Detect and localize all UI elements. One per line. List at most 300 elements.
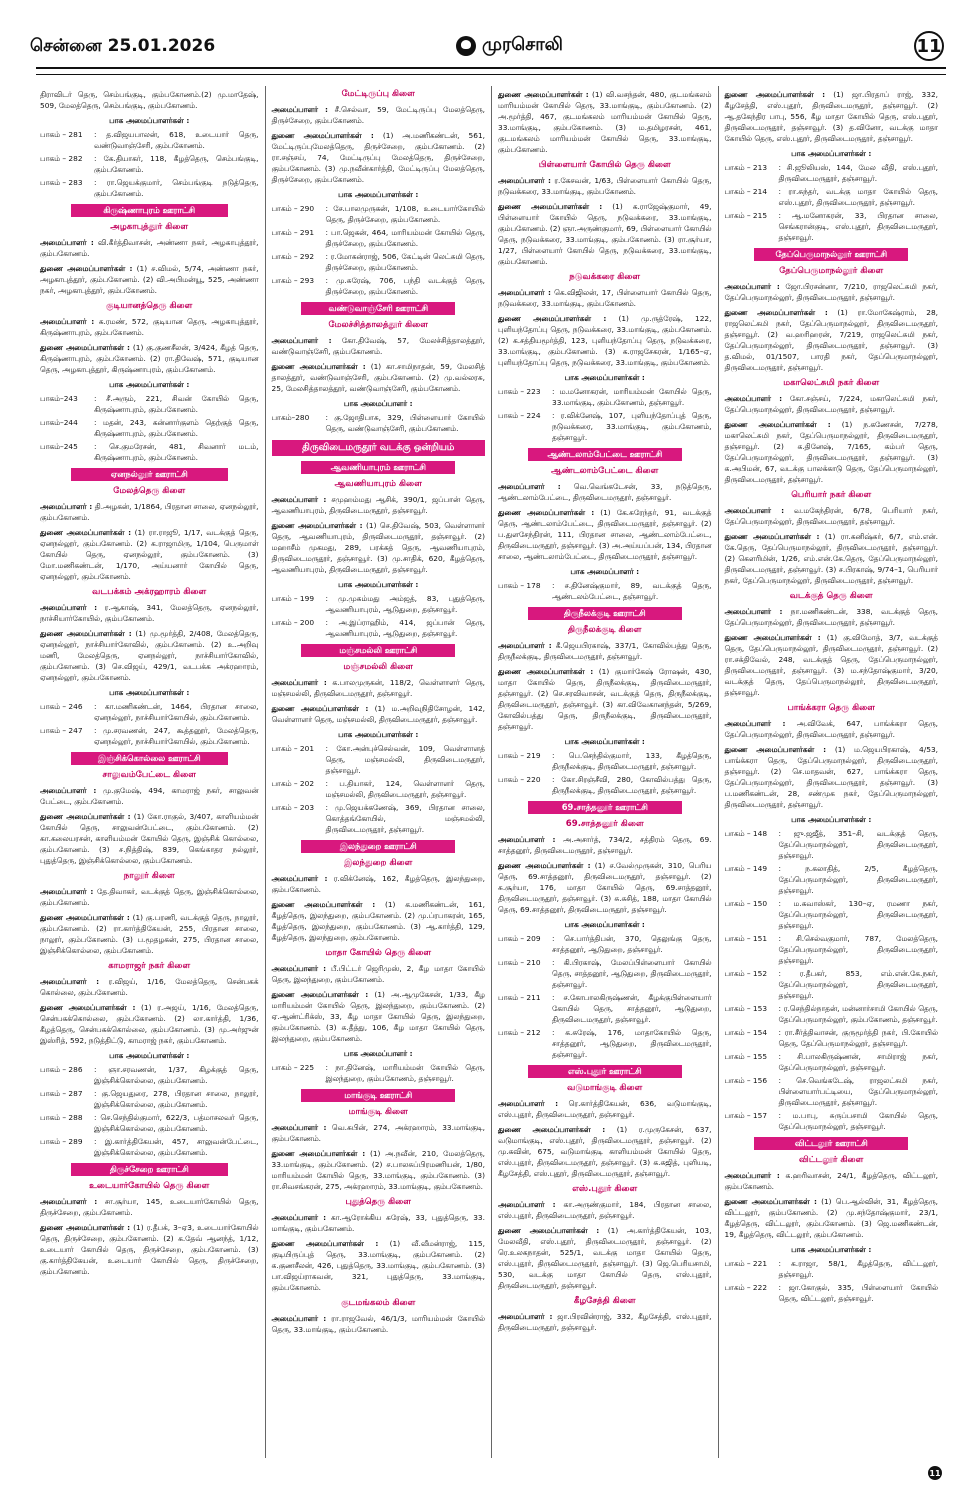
union-banner: திருவிடைமருதூர் வடக்கு ஒன்றியம் [272, 440, 486, 456]
booth-entry [725, 1003, 939, 1025]
booth-number: பாகம் – 224 [498, 411, 541, 420]
member-details: (1) குமார்கேஷ் ரோஷன், 430, மாதா கோயில் தெரு, திருநீலக்குடி, திருவிடைமருதூர், தஞ்சாவூர். (2) செ.சரவிவாசன், வடக்குத் தெரு, திருநீலக்குடி, திருவிடைமருதூர், தஞ்சாவூர். (3) கா.விவேகானந்தன், 5/269, கோவில்பத்து தெரு, திருநீலக்குடி, திருவிடைமருதூர், தஞ்சாவூர். [498, 667, 712, 731]
role-label: துணை அமைப்பாளர்கள் : [271, 362, 366, 371]
member-entry [40, 342, 259, 375]
issue-date: சென்னை 25.01.2026 [30, 36, 216, 56]
booth-organiser: : ஜு.ஜஜீத், 351–சி, வடக்குத் தெரு, தேப்பெருமாநல்லூர், திருவிடைமருதூர், தஞ்சாவூர். [778, 829, 938, 860]
member-entry [725, 718, 939, 740]
booth-entry [272, 617, 486, 639]
panchayat-heading: வண்டுவாஞ்சேரி ஊராட்சி [301, 302, 455, 315]
booth-number: பாகம் – 156 [724, 1076, 768, 1085]
branch-heading: விட்டலூர் கிளை [799, 1155, 864, 1165]
member-entry [272, 494, 486, 516]
booth-number: பாகம் – 282 [40, 154, 83, 163]
member-details: (1) மு.ருத்ரேஷ், 122, புளியந்தோப்பு தெரு, நடுவக்கரை, 33.மாங்குடி, கும்பகோணம். (2) க.சத்தியமூர்த்தி, 123, புளியந்தோப்பு தெரு, நடுவக்கரை, 33.மாங்குடி, கும்பகோணம். (3) க.ராஜசேகரன், 1/165–ஏ, புளியந்தோப்பு தெரு, நடுவக்கரை, 33.மாங்குடி, கும்பகோணம். [498, 314, 712, 367]
newspaper-logo-icon [456, 36, 476, 56]
member-details: வ.மகேந்திரன், 6/78, பெரியார் நகர், தேப்பெருமாநல்லூர், திருவிடைமருதூர், தஞ்சாவூர். [724, 506, 938, 526]
booth-entry [40, 441, 259, 463]
booth-entry [272, 743, 486, 776]
role-label: அமைப்பாளர் : [724, 607, 783, 616]
branch-heading: பெரியார் நகர் கிளை [791, 490, 872, 500]
member-entry [40, 1002, 259, 1046]
booth-organiser: : நா.தினேஷ், மாரியம்மன் கோயில் தெரு, இலந்துறை, கும்பகோணம், தஞ்சாவூர். [325, 1063, 485, 1083]
member-entry [272, 703, 486, 725]
booth-section-heading: பாக அமைப்பாளர்கள் : [564, 737, 645, 746]
role-label: அமைப்பாளர் : [724, 506, 785, 515]
role-label: துணை அமைப்பாளர்கள் : [40, 913, 130, 922]
member-details: (1) ரா.ராஜூ, 1/17, வடக்குத் தெரு, ஏனநல்லூர், கும்பகோணம். (2) க.ராஜாமிரு, 1/104, பெருமாள் கோயில் தெரு, ஏனநல்லூர், கும்பகோணம். (3) மோ.மணிகண்டன், 1/170, அய்யனார் கோயில் தெரு, ஏனநல்லூர், கும்பகோணம். [40, 528, 259, 581]
booth-organiser: : பெ.செந்தில்குமார், 133, கீழத்தெரு, திருநீலக்குடி, திருவிடைமருதூர், தஞ்சாவூர். [552, 751, 712, 771]
booth-organiser: : ரா.சீர்த்திவாசன், குருமூர்த்தி நகர், பி.கோயில் தெரு, தேப்பெருமாநல்லூர், தஞ்சாவூர். [778, 1028, 938, 1048]
role-label: துணை அமைப்பாளர்கள் : [498, 861, 591, 870]
booth-number: பாகம் – 293 [271, 276, 315, 285]
member-details: கோ.திவேஷ், 57, மேலச்சித்தாலத்தூர், வண்டுவாஞ்சேரி, கும்பகோணம். [271, 336, 485, 356]
masthead-rule [36, 67, 946, 69]
booth-organiser: : மு.ஜெயக்கணேஷ், 369, பிரதான சாலை, கொத்தங்கோயில், மஞ்சமல்லி, திருவிடைமருதூர், தஞ்சாவூர். [325, 803, 485, 834]
member-details: (1) க.மணிகண்டன், 161, கீழத்தெரு, இலந்துறை, கும்பகோணம். (2) மு.ப்ரபாகரன், 165, கீழத்தெரு, இலந்துறை, கும்பகோணம். (3) ஆ.கார்த்தி, 129, கீழத்தெரு, இலந்துறை, கும்பகோணம். [271, 900, 485, 942]
booth-section-heading: பாக அமைப்பாளர்கள் : [564, 373, 645, 382]
role-label: துணை அமைப்பாளர்கள் : [40, 812, 131, 821]
panchayat-heading: எஸ்.புதூர் ஊராட்சி [528, 1065, 682, 1078]
booth-organiser: : த.விஜயபாலன், 618, உடையார் தெரு, வண்டுவாஞ்சேரி, கும்பகோணம். [94, 130, 259, 150]
booth-entry [498, 933, 712, 955]
booth-organiser: : கா.மணிகண்டன், 1464, பிரதான சாலை, ஏனநல்லூர், நாச்சியார்கோயில், கும்பகோணம். [94, 702, 259, 722]
footer-page-number: 11 [928, 1466, 942, 1480]
member-details: (1) கே.சுரேந்தர், 91, வடக்குத் தெரு, ஆண்டலாம்பேட்டை, திருவிடைமருதூர், தஞ்சாவூர். (2) ப.துளசேந்திரன், 111, பிரதான சாலை, ஆண்டலாம்பேட்டை, திருவிடைமருதூர், தஞ்சாவூர். (3) அ.அய்யப்பன், 134, பிரதான சாலை, ஆண்டலாம்பேட்டை, திருவிடைமருதூர், தஞ்சாவூர். [498, 508, 712, 561]
member-details: வெ.வெங்கடேசன், 33, நடுத்தெரு, ஆண்டலாம்பேட்டை, திருவிடைமருதூர், தஞ்சாவூர். [498, 482, 712, 502]
member-details: ஜா.பிரவின்ராஜ், 332, கீழசேத்தி, எஸ்.புதூர், திருவிடைமருதூர், தஞ்சாவூர். [498, 1312, 712, 1332]
column-2 [265, 86, 492, 1458]
column-4 [718, 86, 945, 1458]
member-entry [498, 201, 712, 267]
booth-entry [272, 1062, 486, 1084]
booth-entry [725, 1027, 939, 1049]
role-label: அமைப்பாளர் : [271, 1314, 327, 1323]
booth-entry [725, 933, 939, 966]
booth-number: பாகம் – 225 [271, 1063, 315, 1072]
booth-organiser: : சி.பாலகிருஷ்ணன், சாமிராஜ் நகர், தேப்பெருமாநல்லூர், தஞ்சாவூர். [778, 1052, 938, 1072]
role-label: துணை அமைப்பாளர்கள் : [40, 1003, 136, 1012]
member-entry [498, 175, 712, 197]
member-details: (1) ச.விமல், 5/74, அண்ணா நகர், அழகாபுத்தூர், கும்பகோணம். (2) வி.அபிமன்யூ, 525, அண்ணா நகர், அழகாபுத்தூர், கும்பகோணம். [40, 264, 259, 295]
role-label: துணை அமைப்பாளர்கள் : [498, 314, 607, 323]
booth-number: பாகம் – 220 [498, 775, 541, 784]
member-entry [498, 1311, 712, 1333]
member-details: (1) கா.சாமிநாதன், 59, மேலசித் தாலத்தூர், வண்டுவாஞ்சேரி, கும்பகோணம். (2) மு.வல்லரசு, 25, மேலசித்தாலத்தூர், வண்டுவாஞ்சேரி, கும்பகோணம். [271, 362, 485, 393]
booth-organiser: : கே.தியாகர், 118, கீழத்தெரு, செம்பங்குடி, கும்பகோணம். [94, 154, 259, 174]
booth-entry [272, 778, 486, 800]
booth-number: பாகம் – 247 [40, 726, 83, 735]
role-label: துணை அமைப்பாளர்கள் : [271, 1239, 379, 1248]
role-label: துணை அமைப்பாளர்கள் : [271, 131, 374, 140]
member-details: (1) மு.மூர்த்தி, 2/408, மேலத்தெரு, ஏனநல்லூர், நாச்சியார்கோவில், கும்பகோணம். (2) உ.அறிவு மணி, மேலத்தெரு, ஏனநல்லூர், நாச்சியார்கோவில், கும்பகோணம். (3) செ.விஜய், 429/1, வடபக்க அக்ரஹாரம், ஏனநல்லூர், கும்பகோணம். [40, 629, 259, 682]
role-label: துணை அமைப்பாளர்கள் : [40, 343, 130, 352]
member-details: (1) கு.விமோத், 3/7, வடக்குத் தெரு, தேப்பெருமாநல்லூர், திருவிடைமருதூர், தஞ்சாவூர். (2) ரா.சக்திவேல், 248, வடக்குத் தெரு, தேப்பெருமாநல்லூர், திருவிடைமருதூர், தஞ்சாவூர். (3) ம.சந்தோஷ்குமார், 3/20, வடக்குத் தெரு, தேப்பெருமாநல்லூர், திருவிடைமருதூர், தஞ்சாவூர். [724, 633, 938, 697]
booth-number: பாகம் – 199 [271, 594, 315, 603]
member-details: (1) கு.குணசீலன், 3/424, கீழத் தெரு, கிருஷ்ணாபுரம், கும்பகோணம். (2) ரா.திவேஷ், 571, குடியான தெரு, அழகாபுத்தூர், கிருஷ்ணாபுரம், கும்பகோணம். [40, 343, 259, 374]
role-label: துணை அமைப்பாளர்கள் : [498, 90, 589, 99]
booth-organiser: : ர.மோகன்ராஜ், 506, கேட்டின் லெட்சுமி தெரு, திருச்சேறை, கும்பகோணம். [325, 252, 485, 272]
member-entry [498, 1098, 712, 1120]
booth-organiser: : ந.கலாதித், 2/5, கீழத்தெரு, தேப்பெருமாநல்லூர், திருவிடைமருதூர், தஞ்சாவூர். [778, 864, 938, 895]
member-details: பீ.பிட்டர் ஜெரிமுஸ், 2, கீழ மாதா கோயில் தெரு, இலந்துறை, கும்பகோணம். [271, 964, 485, 984]
booth-organiser: : செ.வெங்கடேஷ், ராஜலட்சுமி நகர், பிள்ளையார்பட்டியை, தேப்பெருமாநல்லூர், திருவிடைமருதூர், தஞ்சாவூர். [778, 1076, 938, 1107]
booth-section-heading: பாக அமைப்பாளர்கள் : [109, 380, 190, 389]
booth-entry [725, 1110, 939, 1132]
role-label: அமைப்பாளர் : [498, 835, 556, 844]
member-details: (1) ம.அறிவுநிதிசோழன், 142, வெள்ளாளர் தெரு, மஞ்சமல்லி, திருவிடைமருதூர், தஞ்சாவூர். [271, 704, 485, 724]
role-label: அமைப்பாளர் : [271, 336, 332, 345]
member-entry [725, 419, 939, 485]
booth-number: பாகம் – 157 [724, 1111, 768, 1120]
role-label: அமைப்பாளர் : [40, 887, 94, 896]
member-entry [40, 263, 259, 296]
branch-heading: அழகாபுத்தூர் கிளை [110, 222, 189, 232]
branch-heading: இலந்துறை கிளை [344, 858, 413, 868]
booth-organiser: : பா.ஜெகன், 464, மாரியம்மன் கோயில் தெரு, திருச்சேறை, கும்பகோணம். [325, 228, 485, 248]
role-label: துணை அமைப்பாளர்கள் : [271, 1149, 366, 1158]
member-entry [272, 130, 486, 185]
branch-heading: நடுவக்கரை கிளை [569, 272, 641, 282]
booth-entry [272, 251, 486, 273]
member-entry [498, 1124, 712, 1179]
booth-entry [40, 1088, 259, 1110]
booth-organiser: : மு.சுரேஷ், 706, பந்தி வடக்குத் தெரு, திருச்சேறை, கும்பகோணம். [325, 276, 485, 296]
member-entry [725, 531, 939, 586]
branch-heading: எஸ்.புதூர் கிளை [572, 1184, 638, 1194]
member-details: ரா.ராஜவேல், 46/1/3, மாரியம்மன் கோயில் தெரு, 33.மாங்குடி, கும்பகோணம். [271, 1314, 485, 1334]
booth-organiser: : க.ராஜா, 58/1, கீழத்தெரு, விட்டலூர், தஞ்சாவூர். [778, 1259, 938, 1279]
panchayat-heading: ஏனநல்லூர் ஊராட்சி [71, 468, 228, 481]
booth-number: பாகம் – 214 [724, 187, 768, 196]
member-details: ர.விஜய், 1/16, மேலத்தெரு, சென்பகக் கொல்லை, கும்பகோணம். [40, 977, 259, 997]
role-label: துணை அமைப்பாளர்கள் : [40, 629, 132, 638]
column-1 [38, 86, 265, 1458]
branch-heading: மாங்குடி கிளை [348, 1107, 408, 1117]
branch-heading: மஞ்சமல்லி கிளை [343, 662, 414, 672]
booth-entry [498, 992, 712, 1025]
booth-organiser: : கு.ஜெயதுரை, 278, பிரதான சாலை, நாலூர், இஞ்சிக்கொல்லை, கும்பகோணம். [94, 1089, 259, 1109]
member-entry [272, 873, 486, 895]
member-entry [40, 501, 259, 523]
member-details: (1) அ.நவீன், 210, மேலத்தெரு, 33.மாங்குடி, கும்பகோணம். (2) ச.பாலசுப்பிரமணியன், 1/80, மாரியம்மன் கோயில் தெரு, 33.மாங்குடி, கும்பகோணம். (3) ரா.சிவசங்கரன், 275, அக்ரஹாரம், 33.மாங்குடி, கும்பகோணம். [271, 1149, 486, 1191]
role-label: துணை அமைப்பாளர்கள் : [498, 1125, 606, 1134]
booth-number: பாகம் – 286 [40, 1065, 83, 1074]
member-entry [40, 602, 259, 624]
member-details: (1) அ.கார்த்திகேயன், 103, மேலவீதி, எஸ்.புதூர், திருவிடைமருதூர், தஞ்சாவூர். (2) ரெ.உலகநாதன், 525/1, வடக்கு மாதா கோயில் தெரு, எஸ்.புதூர், திருவிடைமருதூர், தஞ்சாவூர். (3) ஜெ.பெரியசாமி, 530, வடக்கு மாதா கோயில் தெரு, எஸ்.புதூர், திருவிடைமருதூர், தஞ்சாவூர். [498, 1226, 712, 1290]
branch-heading: ஆண்டலாம்பேட்டை கிளை [551, 466, 659, 476]
role-label: அமைப்பாளர் : [40, 317, 95, 326]
branch-heading: ஆவணியாபுரம் கிளை [334, 479, 422, 489]
member-entry [498, 834, 712, 856]
booth-section-heading: பாக அமைப்பாளர் : [570, 567, 640, 576]
role-label: துணை அமைப்பாளர்கள் : [40, 264, 133, 273]
booth-organiser: : ம.பாபு, சுருப்பசாமி கோயில் தெரு, தேப்பெருமாநல்லூர், தஞ்சாவூர். [778, 1111, 938, 1131]
member-entry [272, 1313, 486, 1335]
role-label: அமைப்பாளர் : [40, 1197, 98, 1206]
branch-heading: மேட்டிருப்பு கிளை [341, 89, 415, 99]
member-details: (1) அ.ஆமுகேசன், 1/33, கீழ மாரியம்மன் கோயில் தெரு, இலந்துறை, கும்பகோணம். (2) ஏ.ஆண்ட்ரிக்ஸ், 33, கீழ மாதா கோயில் தெரு, இலந்துறை, கும்பகோணம். (3) சு.தீத்து, 106, கீழ மாதா கோயில் தெரு, இலந்துறை, கும்பகோணம். [271, 990, 485, 1043]
booth-section-heading: பாக அமைப்பாளர்கள் : [109, 1051, 190, 1060]
booth-entry [725, 863, 939, 896]
member-details: கோ.சஞ்சய், 7/224, மகாலெட்சுமி நகர், தேப்பெருமாநல்லூர், திருவிடைமருதூர், தஞ்சாவூர். [724, 394, 939, 414]
booth-section-heading: பாக அமைப்பாளர்கள் : [791, 149, 872, 158]
member-details: ர.விக்னேஷ், 162, கீழத்தெரு, இலந்துறை, கும்பகோணம். [271, 874, 485, 894]
booth-number: பாகம் – 149 [724, 864, 768, 873]
booth-entry [725, 968, 939, 1001]
role-label: அமைப்பாளர் : [724, 719, 786, 728]
role-label: அமைப்பாளர் : [498, 1312, 553, 1321]
booth-entry [725, 898, 939, 931]
booth-organiser: : ஜா.கோகுல், 335, பிள்ளையார் கோயில் தெரு, விட்டலூர், தஞ்சாவூர். [778, 1283, 938, 1303]
member-entry [272, 989, 486, 1044]
booth-organiser: : ம.மனோகரன், மாரியம்மன் கோயில் தெரு, 33.மாங்குடி, கும்பகோணம், தஞ்சாவூர். [552, 387, 712, 407]
booth-number: பாகம் – 178 [498, 581, 541, 590]
booth-entry [40, 129, 259, 151]
booth-organiser: : சீ.அரும், 221, சிவன் கோயில் தெரு, கிருஷ்ணாபுரம், கும்பகோணம். [94, 394, 259, 414]
member-details: கெ.விஜிலன், 17, பிள்ளையார் கோயில் தெரு, நடுவக்கரை, 33.மாங்குடி, கும்பகோணம். [498, 288, 712, 308]
role-label: அமைப்பாளர் : [40, 603, 98, 612]
member-details: (1) ஜா.பிரதாப் ராஜ், 332, கீழசேத்தி, எஸ்.புதூர், திருவிடைமருதூர், தஞ்சாவூர். (2) ஆ.தகேந்திர பாபு, 556, கீழ மாதா கோயில் தெரு, எஸ்.புதூர், திருவிடைமருதூர், தஞ்சாவூர். (3) த.வினோ, வடக்கு மாதா கோயில் தெரு, எஸ்.புதூர், திருவிடைமருதூர், தஞ்சாவூர். [724, 90, 938, 143]
member-entry [498, 287, 712, 309]
role-label: அமைப்பாளர் : [40, 786, 97, 795]
booth-section-heading: பாக அமைப்பாளர் : [343, 1049, 413, 1058]
booth-organiser: : ஞா.சரவணன், 1/37, கிழக்குத் தெரு, இஞ்சிக்கொல்லை, கும்பகோணம். [94, 1065, 259, 1085]
booth-entry [725, 162, 939, 184]
branch-heading: சாலுவம்பேட்டை கிளை [102, 770, 196, 780]
booth-number: பாகம் – 289 [40, 1137, 83, 1146]
booth-organiser: : ர.செந்தில்நாதன், மன்னார்சாமி கோயில் தெரு, தேப்பெருமாநல்லூர், கும்பகோணம், தஞ்சாவூர். [778, 1004, 938, 1024]
booth-organiser: : ப.தியாகர், 124, வெள்ளாளர் தெரு, மஞ்சமல்லி, திருவிடைமருதூர், தஞ்சாவூர். [325, 779, 485, 799]
member-entry [498, 1199, 712, 1221]
booth-organiser: : ம.கவாஸ்கர், 130–ஏ, ரமணா நகர், தேப்பெருமாநல்லூர், திருவிடைமருதூர், தஞ்சாவூர். [778, 899, 938, 930]
page-number-badge: 11 [914, 31, 944, 61]
branch-heading: மேலத்தெரு கிளை [113, 486, 186, 496]
booth-number: பாகம் – 154 [724, 1028, 768, 1037]
member-entry [272, 963, 486, 985]
booth-organiser: : இ.கார்த்திகேயன், 457, சாலுவன்பேட்டை, இஞ்சிக்கொல்லை, கும்பகோணம். [94, 1137, 259, 1157]
booth-entry [498, 750, 712, 772]
role-label: துணை அமைப்பாளர்கள் : [271, 521, 363, 530]
member-entry [725, 1196, 939, 1240]
booth-entry [498, 410, 712, 443]
booth-number: பாகம் – 148 [724, 829, 768, 838]
role-label: அமைப்பாளர் : [271, 1123, 327, 1132]
booth-number: பாகம் – 210 [498, 958, 541, 967]
member-details: அ.விவேக், 647, பாங்க்கரா தெரு, தேப்பெருமாநல்லூர், திருவிடைமருதூர், தஞ்சாவூர். [724, 719, 938, 739]
booth-organiser: : கு.ஜோதிபாசு, 329, பிள்ளையார் கோயில் தெரு, வண்டுவாஞ்சேரி, கும்பகோணம். [325, 413, 485, 433]
booth-entry [40, 153, 259, 175]
role-label: அமைப்பாளர் : [498, 1099, 559, 1108]
member-details: (1) ரா.மோகேஷ்ராம், 28, ராஜலெட்சுமி நகர், தேப்பெருமாநல்லூர், திருவிடைமருதூர், தஞ்சாவூர். (2) வ.ஹரிஹரன், 7/219, ராஜலெட்சுமி நகர், தேப்பெருமாநல்லூர், திருவிடைமருதூர், தஞ்சாவூர். (3) த.விமல், 01/1507, பாரதி நகர், தேப்பெருமாநல்லூர், திருவிடைமருதூர், தஞ்சாவூர். [724, 308, 938, 372]
branch-heading: 69.சாத்தனூர் கிளை [565, 819, 644, 829]
member-details: (1) ச.வேல்முருகன், 310, பெரிய தெரு, 69.சாத்தனூர், திருவிடைமருதூர், தஞ்சாவூர். (2) சு.சூர்யா, 176, மாதா கோயில் தெரு, 69.சாத்தனூர், திருவிடைமருதூர், தஞ்சாவூர். (3) சு.சுசித், 188, மாதா கோயில் தெரு, 69.சாத்தனூர், திருவிடைமருதூர், தஞ்சாவூர். [498, 861, 712, 914]
booth-number: பாகம் – 290 [271, 204, 315, 213]
booth-organiser: : கோ.சிரஞ்சீவி, 280, கோவில்பத்து தெரு, திருநீலக்குடி, திருவிடைமருதூர், தஞ்சாவூர். [552, 775, 712, 795]
member-entry [40, 237, 259, 259]
role-label: அமைப்பாளர் : [724, 394, 783, 403]
role-label: துணை அமைப்பாளர்கள் : [724, 532, 820, 541]
role-label: துணை அமைப்பாளர்கள் : [724, 420, 831, 429]
booth-entry [498, 957, 712, 990]
booth-organiser: : செ.பார்த்திபன், 370, தெலுங்கு தெரு, சாத்தனூர், ஆடுதுறை, தஞ்சாவூர். [552, 934, 712, 954]
booth-number: பாகம்–244 [40, 418, 78, 427]
member-details: கீ.ஜெயபிரகாஷ், 337/1, கோவில்பத்து தெரு, திருநீலக்குடி, திருவிடைமருதூர், தஞ்சாவூர். [498, 641, 712, 661]
role-label: துணை அமைப்பாளர்கள் : [40, 1223, 131, 1232]
masthead-rule-thin [36, 74, 946, 75]
member-details: (1) வி.வசந்தன், 480, குடமங்கலம் மாரியம்மன் கோயில் தெரு, 33.மாங்குடி, கும்பகோணம். (2) அ.மூர்த்தி, 467, குடமங்கலம் மாரியம்மன் கோயில் தெரு, 33.மாங்குடி, கும்பகோணம். (3) ம.தமிழரசன், 461, குடமங்கலம் மாரியம்மன் கோயில் தெரு, 33.மாங்குடி, கும்பகோணம். [498, 90, 712, 154]
booth-number: பாகம் – 246 [40, 702, 83, 711]
role-label: துணை அமைப்பாளர்கள் : [498, 667, 594, 676]
member-details: ர.ஆகாஷ், 341, மேலத்தெரு, ஏனநல்லூர், நாச்சியார்கோயில், கும்பகோணம். [40, 603, 259, 623]
booth-organiser: : ச.தினேஷ்குமார், 89, வடக்குத் தெரு, ஆண்டலம்பேட்டை, தஞ்சாவூர். [552, 581, 712, 601]
booth-organiser: : ஆ.மனோகரன், 33, பிரதான சாலை, செங்கரான்குடி, எஸ்.புதூர், திருவிடைமருதூர், தஞ்சாவூர். [778, 211, 938, 242]
member-details: (1) ம.ஜெயபிரகாஷ், 4/53, பாங்க்கரா தெரு, தேப்பெருமாநல்லூர், திருவிடைமருதூர், தஞ்சாவூர். (2) செ.மாதவன், 627, பாங்க்கரா தெரு, தேப்பெருமாநல்லூர், திருவிடைமருதூர், தஞ்சாவூர். (3) ப.மணிகண்டன், 28, சண்முக நகர், தேப்பெருமாநல்லூர், திருவிடைமருதூர், தஞ்சாவூர். [724, 745, 938, 809]
booth-entry [40, 701, 259, 723]
member-entry [40, 527, 259, 582]
booth-section-heading: பாக அமைப்பாளர்கள் : [338, 190, 419, 199]
member-details: (1) ர.முருகேசன், 637, வடுமாங்குடி, எஸ்.புதூர், திருவிடைமருதூர், தஞ்சாவூர். (2) மு.கவின், 675, வடுமாங்குடி காளியம்மன் கோயில் தெரு, எஸ்.புதூர், திருவிடைமருதூர், தஞ்சாவூர். (3) க.சுஜித், புளியடி, கீழசேத்தி, எஸ்.புதூர், திருவிடைமருதூர், தஞ்சாவூர். [498, 1125, 712, 1178]
member-details: வெ.சுபின், 274, அக்ரஹாரம், 33.மாங்குடி, கும்பகோணம். [271, 1123, 485, 1143]
role-label: துணை அமைப்பாளர்கள் : [271, 704, 369, 713]
panchayat-heading: விட்டலூர் ஊராட்சி [754, 1137, 908, 1150]
booth-section-heading: பாக அமைப்பாளர்கள் : [109, 116, 190, 125]
booth-number: பாகம் – 283 [40, 178, 83, 187]
member-entry [40, 89, 259, 111]
booth-entry [498, 580, 712, 602]
newspaper-name [456, 34, 563, 57]
member-details: (1) வீ.வீமன்ராஜ், 115, குடியிருப்புத் தெரு, 33.மாங்குடி, கும்பகோணம். (2) க.குணசீலன், 426, புதுத்தெரு, 33.மாங்குடி, கும்பகோணம். (3) பா.விஜய்ராகவன், 321, புதுத்தெரு, 33.மாங்குடி, கும்பகோணம். [271, 1239, 485, 1292]
branch-heading: வடபக்கம் அக்ரஹாரம் கிளை [92, 587, 207, 597]
panchayat-heading: தேப்பெருமாநல்லூர் ஊராட்சி [754, 248, 908, 261]
role-label: துணை அமைப்பாளர்கள் : [498, 1226, 600, 1235]
member-entry [498, 507, 712, 562]
panchayat-heading: மஞ்சமல்லி ஊராட்சி [301, 644, 455, 657]
booth-organiser: : ர.தீபகர், 853, எம்.என்.கே.நகர், தேப்பெருமாநல்லூர், திருவிடைமருதூர், தஞ்சாவூர். [778, 969, 938, 1000]
branch-heading: பாங்க்கரா தெரு கிளை [787, 703, 875, 713]
branch-heading: கீழசேத்தி கிளை [573, 1296, 636, 1306]
role-label: அமைப்பாளர் : [40, 977, 100, 986]
booth-section-heading: பாக அமைப்பாளர்கள் : [338, 730, 419, 739]
member-entry [725, 505, 939, 527]
booth-entry [272, 593, 486, 615]
member-details: வி.கீர்த்திவாசன், அண்ணா நகர், அழகாபுத்தூர், கும்பகோணம். [40, 238, 259, 258]
booth-section-heading: பாக அமைப்பாளர்கள் : [109, 688, 190, 697]
member-entry [725, 89, 939, 144]
booth-entry [725, 1258, 939, 1280]
booth-number: பாகம் – 222 [724, 1283, 768, 1292]
member-entry [272, 1122, 486, 1144]
member-entry [40, 976, 259, 998]
member-details: மு.குமேஷ், 494, காமராஜ் நகர், சாலுவன் பேட்டை, கும்பகோணம். [40, 786, 259, 806]
booth-entry [40, 393, 259, 415]
role-label: அமைப்பாளர் : [498, 1200, 556, 1209]
member-details: ஜோ.பிரசன்னா, 7/210, ராஜலெட்சுமி நகர், தேப்பெருமாநல்லூர், திருவிடைமருதூர், தஞ்சாவூர். [724, 282, 938, 302]
role-label: அமைப்பாளர் : [724, 1171, 780, 1180]
member-entry [40, 912, 259, 956]
role-label: துணை அமைப்பாளர்கள் : [724, 308, 828, 317]
member-entry [498, 89, 712, 155]
branch-heading: காமராஜர் நகர் கிளை [108, 961, 191, 971]
role-label: துணை அமைப்பாளர்கள் : [271, 900, 376, 909]
booth-organiser: : ரா.சுந்தர், வடக்கு மாதா கோயில் தெரு, எஸ்.புதூர், திருவிடைமருதூர், தஞ்சாவூர். [778, 187, 938, 207]
member-entry [40, 785, 259, 807]
member-details: கா.ஆரோக்கிய சுரேஷ், 33, புதுத்தெரு, 33. மாங்குடி, கும்பகோணம். [271, 1213, 485, 1233]
member-entry [725, 281, 939, 303]
booth-number: பாகம் – 223 [498, 387, 541, 396]
member-entry [725, 307, 939, 373]
role-label: அமைப்பாளர் : [271, 1213, 327, 1222]
branch-heading: புதுத்தெரு கிளை [345, 1197, 412, 1207]
role-label: துணை அமைப்பாளர்கள் : [498, 202, 603, 211]
role-label: அமைப்பாளர் : [40, 502, 93, 511]
booth-number: பாகம் – 211 [498, 993, 541, 1002]
booth-number: பாகம்–245 [40, 442, 78, 451]
member-entry [498, 313, 712, 368]
member-entry [498, 860, 712, 915]
booth-organiser: : க.சுரேஷ், 176, மாதாகோயில் தெரு, சாத்தனூர், ஆடுதுறை, திருவிடைமருதூர், தஞ்சாவூர். [552, 1028, 712, 1059]
role-label: அமைப்பாளர் : [498, 288, 551, 297]
booth-section-heading: பாக அமைப்பாளர்கள் : [791, 815, 872, 824]
branch-heading: மேலச்சித்தாலத்தூர் கிளை [328, 320, 429, 330]
newspaper-title: முரசொலி [482, 34, 563, 55]
booth-organiser: : சி.செல்வகுமார், 787, மேலத்தெரு, தேப்பெருமாநல்லூர், திருவிடைமருதூர், தஞ்சாவூர். [778, 934, 938, 965]
branch-heading: உடையார்கோயில் தெரு கிளை [89, 1181, 210, 1191]
branch-heading: பிள்ளையார் கோயில் தெரு கிளை [538, 160, 671, 170]
branch-heading: மகாலெட்சுமி நகர் கிளை [783, 378, 880, 388]
member-entry [725, 393, 939, 415]
member-details: திராவிடர் தெரு, செம்பங்குடி, கும்பகோணம்.(2) மு.மாதேஷ், 509, மேலத்தெரு, செம்பங்குடி, கும்பகோணம். [40, 90, 259, 110]
member-details: (1) ர.அஜய், 1/16, மேலத்தெரு, சென்பகக்கொல்லை, கும்பகோணம். (2) லா.கார்த்தி, 1/36, கீழத்தெரு, சென்பகக்கொல்லை, கும்பகோணம். (3) மு.அர்ஜுன் இஸ்ரித், 592, நடுத்திட்டு, காமராஜ் நகர், கும்பகோணம். [40, 1003, 259, 1045]
member-details: (1) கு.பரணி, வடக்குத் தெரு, நாலூர், கும்பகோணம். (2) ரா.கார்த்திகேயன், 255, பிரதான சாலை, நாலூர், கும்பகோணம். (3) ப.மூதழகன், 275, பிரதான சாலை, இஞ்சிக்கொல்லை, கும்பகோணம். [40, 913, 259, 955]
booth-number: பாகம் – 292 [271, 252, 315, 261]
member-details: க.ஹரிவாசன், 24/1, கீழத்தெரு, விட்டலூர், கும்பகோணம். [724, 1171, 938, 1191]
member-entry [498, 640, 712, 662]
role-label: அமைப்பாளர் : [724, 282, 780, 291]
booth-number: பாகம்–280 [271, 413, 310, 422]
booth-entry [272, 802, 486, 835]
article-columns [38, 86, 944, 1458]
member-details: (1) ரா.கனிஷ்கர், 6/7, எம்.என். கே.தெரு, தேப்பெருமாநல்லூர், திருவிடைமருதூர், தஞ்சாவூர். (2) கௌரிமின், 1/26, எம்.என்.கே.தெரு, தேப்பெருமாநல்லூர், திருவிடைமருதூர், தஞ்சாவூர். (3) ச.பிரகாஷ், 9/74–1, பெரியார் நகர், தேப்பெருமாநல்லூர், திருவிடைமருதூர், தஞ்சாவூர். [724, 532, 938, 585]
booth-number: பாகம் – 152 [724, 969, 768, 978]
member-entry [40, 628, 259, 683]
booth-entry [725, 828, 939, 861]
member-entry [40, 886, 259, 908]
member-details: சீ.செல்வா, 59, மேட்டிருப்பு மேலத்தெரு, திருச்சேறை, கும்பகோணம். [271, 105, 485, 125]
branch-heading: நாலூர் கிளை [123, 871, 175, 881]
member-details: சா.சூர்யா, 145, உடையார்கோயில் தெரு, திருச்சேறை, கும்பகோணம். [40, 1197, 259, 1217]
booth-entry [498, 774, 712, 796]
role-label: துணை அமைப்பாளர்கள் : [498, 508, 595, 517]
booth-number: பாகம் – 213 [724, 163, 768, 172]
booth-number: பாகம் – 221 [724, 1259, 768, 1268]
booth-entry [272, 227, 486, 249]
booth-entry [40, 725, 259, 747]
member-entry [498, 1225, 712, 1291]
booth-organiser: : கோ.அன்புச்செல்வன், 109, வெள்ளாளத் தெரு, மஞ்சமல்லி, திருவிடைமருதூர், தஞ்சாவூர். [325, 744, 485, 775]
role-label: அமைப்பாளர் : [498, 176, 551, 185]
booth-number: பாகம் – 209 [498, 934, 541, 943]
panchayat-heading: இலந்துறை ஊராட்சி [301, 840, 455, 853]
booth-number: பாகம் – 202 [271, 779, 315, 788]
member-details: (1) அ.மணிகண்டன், 561, மேட்டிருப்புமேலத்தெரு, திருச்சேறை, கும்பகோணம். (2) ரா.சஞ்சய், 74, மேட்டிருப்பு மேலத்தெரு, திருச்சேறை, கும்பகோணம். (3) மு.நவீன்கார்த்தி, மேட்டிருப்பு மேலத்தெரு, திருச்சேறை, கும்பகோணம். [271, 131, 485, 184]
booth-number: பாகம் – 281 [40, 130, 83, 139]
booth-number: பாகம் – 203 [271, 803, 315, 812]
member-details: (1) கோ.ராகுல், 3/407, காளியம்மன் கோயில் தெரு, சாலுவன்பேட்டை, கும்பகோணம். (2) கா.கலையரசன், காளியம்மன் கோயில் தெரு, இஞ்சிக் கொல்லை, கும்பகோணம். (3) ச.நித்திஷ், 839, கெங்காதர நல்லூர், புதுத்தெரு, இஞ்சிக்கொல்லை, கும்பகோணம். [40, 812, 259, 865]
booth-organiser: : சே.பாலமுருகன், 1/108, உடையார்கோயில் தெரு, திருச்சேறை, கும்பகோணம். [325, 204, 485, 224]
panchayat-heading: திருச்சேறை ஊராட்சி [71, 1163, 228, 1176]
member-entry [725, 606, 939, 628]
